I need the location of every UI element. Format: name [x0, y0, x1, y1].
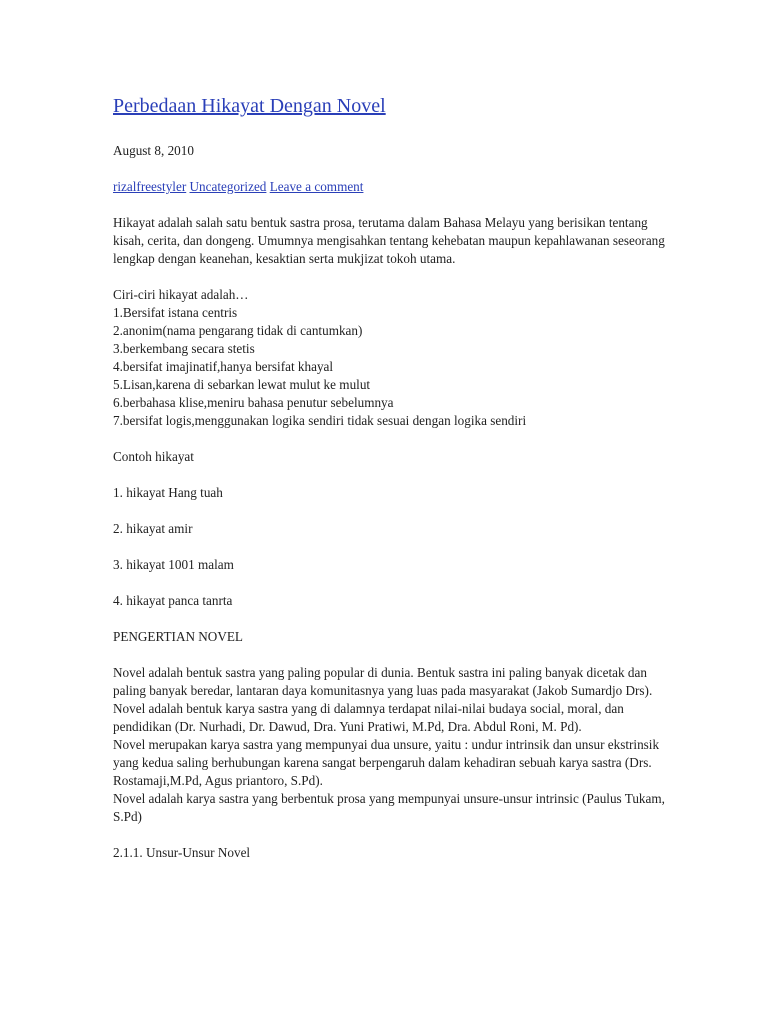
novel-paragraph: Novel merupakan karya sastra yang mempunyai dua unsure, yaitu : undur intrinsik dan unsur ekstrinsik yang kedua saling berhubungan karena sangat berpengaruh dalam kehadiran sebuah karya sastra (Drs. Rostamaji,M.Pd, Agus priantoro, S.Pd).: [113, 737, 660, 788]
category-link[interactable]: Uncategorized: [189, 179, 267, 194]
ciri-list: [113, 286, 673, 430]
list-item: 6.berbahasa klise,meniru bahasa penutur sebelumnya: [113, 395, 394, 410]
list-item: 4.bersifat imajinatif,hanya bersifat khayal: [113, 359, 334, 374]
list-item: 1.Bersifat istana centris: [113, 305, 238, 320]
contoh-heading: Contoh hikayat: [113, 449, 194, 464]
list-item: 5.Lisan,karena di sebarkan lewat mulut ke mulut: [113, 377, 371, 392]
novel-paragraph: Novel adalah bentuk sastra yang paling popular di dunia. Bentuk sastra ini paling banyak dicetak dan paling banyak beredar, lantaran daya komunitasnya yang luas pada masyarakat (Jakob Sumardjo Drs).: [113, 665, 653, 698]
subsection-heading: 2.1.1. Unsur-Unsur Novel: [113, 845, 251, 860]
intro-paragraph: Hikayat adalah salah satu bentuk sastra prosa, terutama dalam Bahasa Melayu yang berisikan tentang kisah, cerita, dan dongeng. Umumnya mengisahkan tentang kehebatan maupun kepahlawanan seseorang lengkap dengan keanehan, kesaktian serta mukjizat tokoh utama.: [113, 215, 665, 266]
novel-paragraph: Novel adalah karya sastra yang berbentuk prosa yang mempunyai unsure-unsur intrinsic (Paulus Tukam, S.Pd): [113, 791, 665, 824]
leave-comment-link[interactable]: Leave a comment: [269, 179, 364, 194]
list-item: 3.berkembang secara stetis: [113, 341, 255, 356]
ciri-heading: Ciri-ciri hikayat adalah…: [113, 287, 249, 302]
article: [113, 92, 673, 880]
list-item: 2.anonim(nama pengarang tidak di cantumkan): [113, 323, 363, 338]
list-item: 3. hikayat 1001 malam: [113, 557, 234, 572]
post-date: August 8, 2010: [113, 143, 194, 158]
post-meta: [113, 178, 673, 196]
list-item: 2. hikayat amir: [113, 521, 193, 536]
list-item: 1. hikayat Hang tuah: [113, 485, 223, 500]
post-title-link[interactable]: Perbedaan Hikayat Dengan Novel: [113, 95, 386, 117]
list-item: 4. hikayat panca tanrta: [113, 593, 233, 608]
author-link[interactable]: rizalfreestyler: [113, 179, 187, 194]
novel-definitions: [113, 664, 673, 826]
novel-heading: PENGERTIAN NOVEL: [113, 629, 243, 644]
list-item: 7.bersifat logis,menggunakan logika sendiri tidak sesuai dengan logika sendiri: [113, 413, 527, 428]
novel-paragraph: Novel adalah bentuk karya sastra yang di dalamnya terdapat nilai-nilai budaya social, moral, dan pendidikan (Dr. Nurhadi, Dr. Dawud, Dra. Yuni Pratiwi, M.Pd, Dra. Abdul Roni, M. Pd).: [113, 701, 624, 734]
